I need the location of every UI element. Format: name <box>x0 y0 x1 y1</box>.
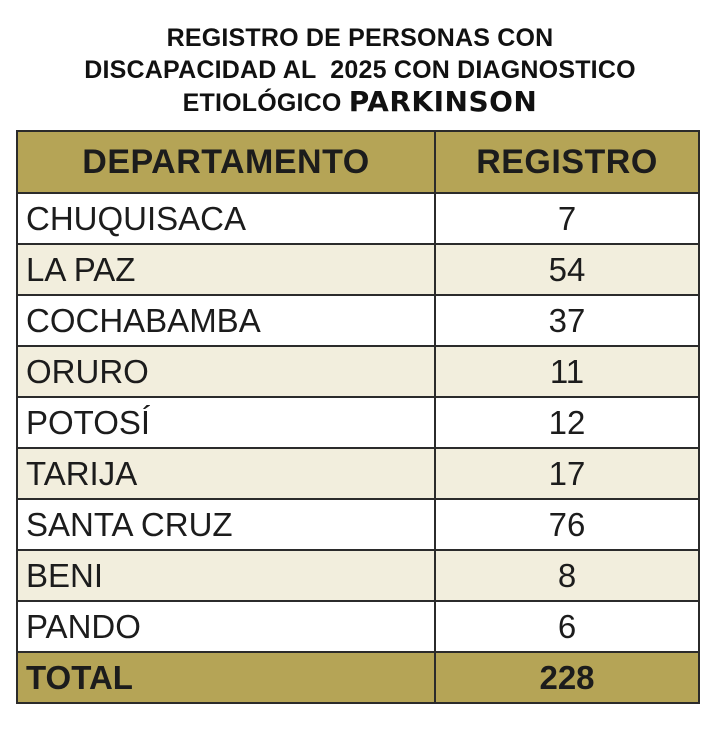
registro-cell: 6 <box>435 601 699 652</box>
table-row <box>17 601 699 652</box>
department-cell: BENI <box>17 550 435 601</box>
table-row <box>17 550 699 601</box>
table-row <box>17 397 699 448</box>
registro-cell: 12 <box>435 397 699 448</box>
column-header-registro: REGISTRO <box>435 131 699 193</box>
header-row <box>17 131 699 193</box>
title-line-1: REGISTRO DE PERSONAS CON <box>166 24 554 52</box>
registro-cell: 54 <box>435 244 699 295</box>
department-cell: COCHABAMBA <box>17 295 435 346</box>
department-cell: TARIJA <box>17 448 435 499</box>
registro-cell: 76 <box>435 499 699 550</box>
table-row <box>17 295 699 346</box>
registro-cell: 7 <box>435 193 699 244</box>
total-row <box>17 652 699 703</box>
table-row <box>17 499 699 550</box>
chart-title <box>0 22 720 119</box>
department-cell: POTOSÍ <box>17 397 435 448</box>
title-line-3 <box>0 86 720 119</box>
title-line-3-text: ETIOLÓGICO <box>182 89 342 117</box>
total-value: 228 <box>435 652 699 703</box>
registro-cell: 11 <box>435 346 699 397</box>
total-label: TOTAL <box>17 652 435 703</box>
title-line-2: DISCAPACIDAD AL 2025 CON DIAGNOSTICO <box>84 56 636 84</box>
department-cell: ORURO <box>17 346 435 397</box>
table-row <box>17 448 699 499</box>
data-table <box>16 130 700 704</box>
department-cell: PANDO <box>17 601 435 652</box>
table-row <box>17 346 699 397</box>
registro-cell: 8 <box>435 550 699 601</box>
title-emphasis: PARKINSON <box>348 85 538 118</box>
registro-cell: 37 <box>435 295 699 346</box>
department-cell: CHUQUISACA <box>17 193 435 244</box>
column-header-departamento: DEPARTAMENTO <box>17 131 435 193</box>
table-row <box>17 244 699 295</box>
table-row <box>17 193 699 244</box>
department-cell: SANTA CRUZ <box>17 499 435 550</box>
registro-cell: 17 <box>435 448 699 499</box>
table-body <box>17 193 699 652</box>
department-cell: LA PAZ <box>17 244 435 295</box>
